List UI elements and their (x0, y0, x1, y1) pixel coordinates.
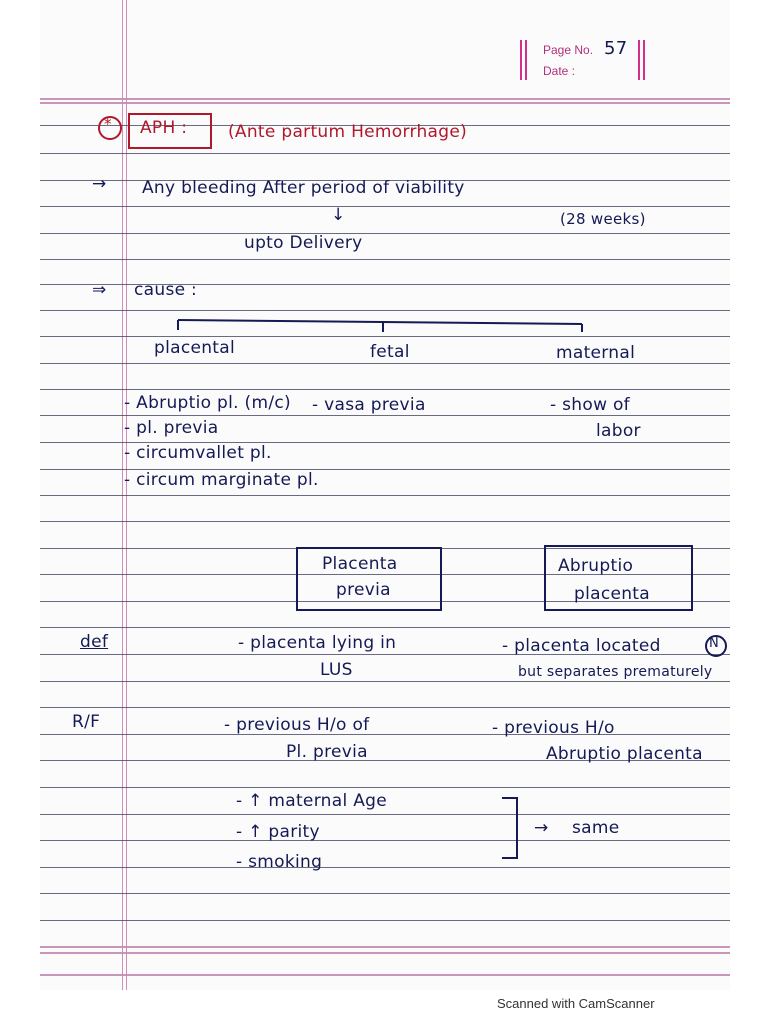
ruled-line (40, 363, 730, 364)
box-right-line2: placenta (574, 584, 650, 604)
upto-delivery: upto Delivery (244, 233, 363, 253)
ruled-line (40, 233, 730, 234)
maternal-item: - show of (550, 395, 630, 415)
branch-placental: placental (154, 338, 236, 358)
ruled-line (40, 98, 730, 100)
placental-item: - Abruptio pl. (m/c) (124, 393, 291, 413)
ruled-line (40, 787, 730, 788)
maternal-item-cont: labor (596, 421, 641, 441)
ruled-line (40, 734, 730, 735)
ruled-line (40, 974, 730, 976)
ruled-line (40, 707, 730, 708)
normal-circle-icon: N (709, 636, 720, 651)
ruled-line (40, 627, 730, 628)
same-label: same (572, 818, 620, 838)
ruled-line (40, 259, 730, 260)
box-left-line1: Placenta (322, 554, 398, 574)
page-no-label: Page No. (543, 43, 594, 57)
placental-item: - circumvallet pl. (124, 443, 272, 463)
def-right-1: - placenta located (502, 636, 661, 656)
ruled-line (40, 389, 730, 390)
ruled-line (40, 946, 730, 948)
box-left-line2: previa (336, 580, 391, 600)
ruled-line (40, 893, 730, 894)
factor-item: - smoking (236, 852, 323, 872)
ruled-line (40, 920, 730, 921)
arrow-icon: → (534, 818, 549, 838)
ruled-line (40, 336, 730, 337)
ruled-line (40, 521, 730, 522)
rf-left-2: Pl. previa (286, 742, 368, 762)
def-right-2: but separates prematurely (518, 664, 713, 680)
title-expansion: (Ante partum Hemorrhage) (228, 122, 468, 142)
grouping-bracket (502, 797, 518, 859)
branch-fetal: fetal (370, 342, 410, 362)
rf-label: R/F (72, 712, 101, 732)
def-left-2: LUS (320, 660, 353, 680)
ruled-line (40, 206, 730, 207)
rf-left-1: - previous H/o of (224, 715, 370, 735)
ruled-line (40, 153, 730, 154)
fetal-item: - vasa previa (312, 395, 426, 415)
box-right-line1: Abruptio (558, 556, 634, 576)
rf-right-1: - previous H/o (492, 718, 615, 738)
placental-item: - circum marginate pl. (124, 470, 319, 490)
ruled-line (40, 952, 730, 954)
ruled-line (40, 840, 730, 841)
date-label: Date : (543, 64, 576, 78)
ruled-line (40, 310, 730, 311)
definition-text: Any bleeding After period of viability (142, 178, 465, 198)
star-icon: * (104, 115, 112, 133)
notebook-page (40, 0, 730, 990)
viability-weeks: (28 weeks) (560, 210, 646, 228)
arrow-icon: → (92, 174, 107, 194)
factor-item: - ↑ parity (236, 822, 320, 842)
page-no-value: 57 (604, 38, 628, 59)
def-left-1: - placenta lying in (238, 633, 397, 653)
ruled-line (40, 814, 730, 815)
ruled-line (40, 102, 730, 104)
branch-maternal: maternal (556, 343, 636, 363)
ruled-line (40, 495, 730, 496)
ruled-line (40, 867, 730, 868)
branch-connector (168, 312, 588, 332)
cause-label: cause : (134, 280, 198, 300)
down-arrow-icon: ↓ (331, 205, 346, 225)
placental-item: - pl. previa (124, 418, 219, 438)
double-arrow-icon: ⇒ (92, 280, 107, 300)
scanner-watermark: Scanned with CamScanner (497, 996, 655, 1011)
title-abbrev: APH : (140, 118, 188, 138)
factor-item: - ↑ maternal Age (236, 791, 387, 811)
ruled-line (40, 415, 730, 416)
ruled-line (40, 681, 730, 682)
def-label: def (80, 632, 109, 652)
rf-right-2: Abruptio placenta (546, 744, 703, 764)
